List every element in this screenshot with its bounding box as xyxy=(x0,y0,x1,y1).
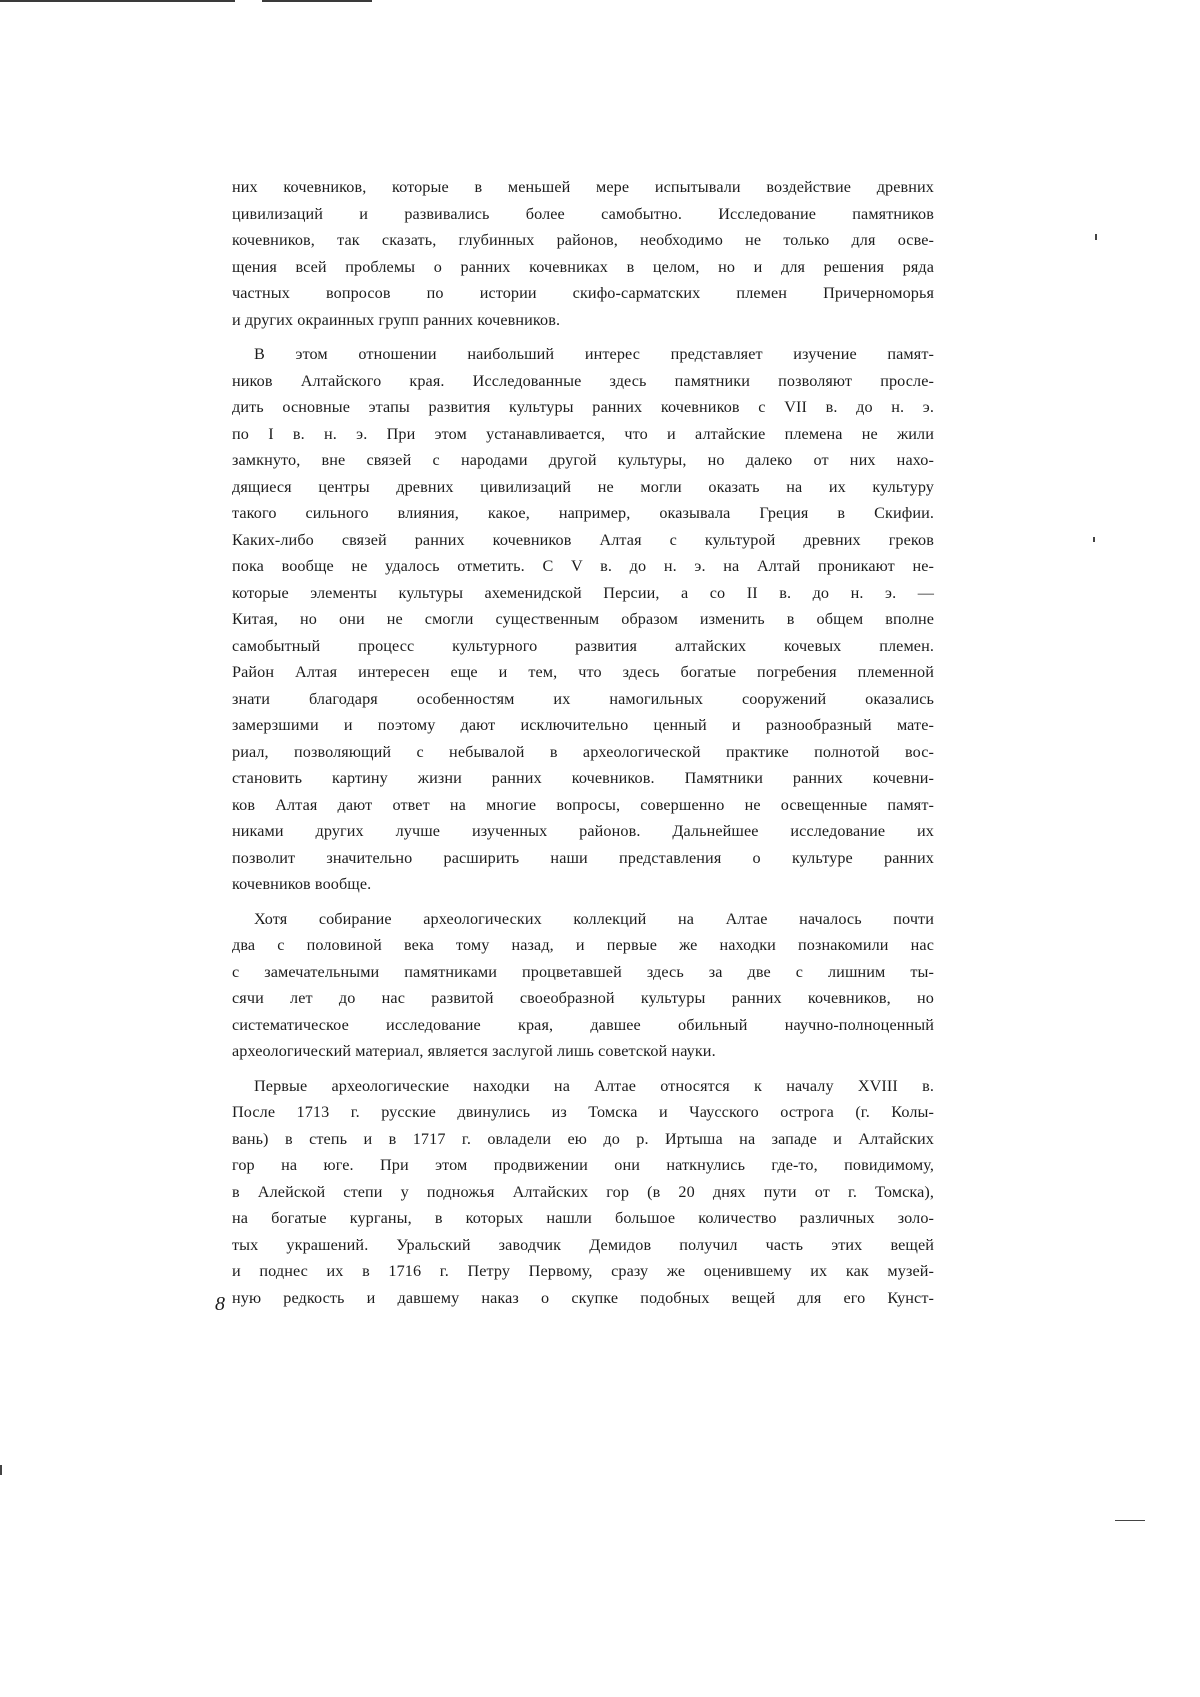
text-line: кочевников вообще. xyxy=(232,875,372,893)
text-line: тых украшений. Уральский заводчик Демидов получил часть этих вещей xyxy=(232,1235,934,1254)
scan-speck xyxy=(1095,234,1097,240)
scan-speck xyxy=(0,1465,2,1475)
text-line: замкнуто, вне связей с народами другой культуры, но далеко от них нахо- xyxy=(232,451,934,469)
text-line: дить основные этапы развития культуры ранних кочевников с VII в. до н. э. xyxy=(232,398,934,416)
text-line: археологический материал, является заслугой лишь советской науки. xyxy=(232,1042,716,1060)
scan-edge-line xyxy=(262,0,372,2)
text-line: систематическое исследование края, давшее обильный научно-полноценный xyxy=(232,1015,934,1034)
text-line: и других окраинных групп ранних кочевников. xyxy=(232,310,561,329)
page-number: 8 xyxy=(215,1293,225,1315)
text-line: частных вопросов по истории скифо-сарматских племен Причерноморья xyxy=(232,284,934,302)
text-line: по I в. н. э. При этом устанавливается, что и алтайские племена не жили xyxy=(232,424,934,443)
text-line: позволит значительно расширить наши представления о культуре ранних xyxy=(232,848,934,867)
text-line: ков Алтая дают ответ на многие вопросы, совершенно не освещенные памят- xyxy=(232,795,934,814)
text-line: с замечательными памятниками процветавшей здесь за две с лишним ты- xyxy=(232,962,934,981)
text-line: цивилизаций и развивались более самобытно. Исследование памятников xyxy=(232,204,934,223)
text-line: дящиеся центры древних цивилизаций не могли оказать на их культуру xyxy=(232,477,934,496)
text-line: пока вообще не удалось отметить. С V в. до н. э. на Алтай проникают не- xyxy=(232,557,934,575)
text-line: и поднес их в 1716 г. Петру Первому, сразу же оценившему их как музей- xyxy=(232,1262,934,1280)
text-line: на богатые курганы, в которых нашли большое количество различных золо- xyxy=(232,1209,934,1227)
text-line: риал, позволяющий с небывалой в археологической практике полнотой вос- xyxy=(232,742,934,761)
scan-speck xyxy=(1093,537,1095,542)
text-line: которые элементы культуры ахеменидской Персии, а со II в. до н. э. — xyxy=(232,583,934,602)
text-line: никами других лучше изученных районов. Дальнейшее исследование их xyxy=(232,822,934,840)
text-line: знати благодаря особенностям их намогильных сооружений оказались xyxy=(232,689,934,708)
text-line: Район Алтая интересен еще и тем, что здесь богатые погребения племенной xyxy=(232,663,934,681)
scan-edge-line xyxy=(0,0,235,2)
text-line: Первые археологические находки на Алтае относятся к началу XVIII в. xyxy=(254,1076,934,1095)
text-line: Каких-либо связей ранних кочевников Алтая с культурой древних греков xyxy=(232,530,934,549)
text-line: После 1713 г. русские двинулись из Томска и Чаусского острога (г. Колы- xyxy=(232,1103,934,1121)
text-line: такого сильного влияния, какое, например, оказывала Греция в Скифии. xyxy=(232,504,934,522)
text-line: в Алейской степи у подножья Алтайских гор (в 20 днях пути от г. Томска), xyxy=(232,1182,934,1201)
text-line: щения всей проблемы о ранних кочевниках в целом, но и для решения ряда xyxy=(232,257,934,276)
text-line: самобытный процесс культурного развития алтайских кочевых племен. xyxy=(232,636,934,655)
text-line: ную редкость и давшему наказ о скупке подобных вещей для его Кунст- xyxy=(232,1288,934,1307)
text-line: становить картину жизни ранних кочевников. Памятники ранних кочевни- xyxy=(232,769,934,787)
paragraph-2 xyxy=(232,341,934,898)
scan-speck xyxy=(1115,1520,1145,1521)
text-line: Хотя собирание археологических коллекций на Алтае началось почти xyxy=(254,909,934,928)
text-line: кочевников, так сказать, глубинных районов, необходимо не только для осве- xyxy=(232,231,934,249)
text-line: гор на юге. При этом продвижении они наткнулись где-то, повидимому, xyxy=(232,1156,934,1174)
paragraph-3 xyxy=(232,906,934,1065)
page-body xyxy=(232,174,934,1319)
text-line: вань) в степь и в 1717 г. овладели ею до р. Иртыша на западе и Алтайских xyxy=(232,1129,934,1148)
text-line: Китая, но они не смогли существенным образом изменить в общем вполне xyxy=(232,610,934,628)
text-line: них кочевников, которые в меньшей мере испытывали воздействие древних xyxy=(232,178,934,196)
text-line: ников Алтайского края. Исследованные здесь памятники позволяют просле- xyxy=(232,371,934,390)
text-line: В этом отношении наибольший интерес представляет изучение памят- xyxy=(254,345,934,363)
text-line: замерзшими и поэтому дают исключительно ценный и разнообразный мате- xyxy=(232,716,934,734)
text-line: два с половиной века тому назад, и первые же находки познакомили нас xyxy=(232,936,934,954)
paragraph-4 xyxy=(232,1073,934,1312)
paragraph-1 xyxy=(232,174,934,333)
text-line: сячи лет до нас развитой своеобразной культуры ранних кочевников, но xyxy=(232,989,934,1007)
